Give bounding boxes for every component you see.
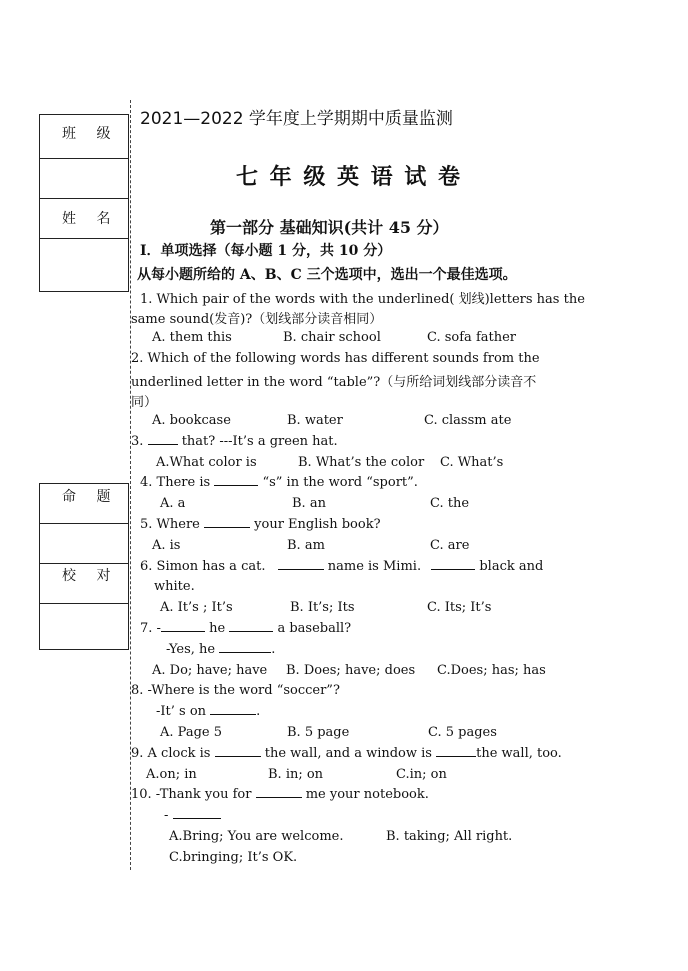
q7-reply-post: . bbox=[271, 642, 276, 657]
q5-blank bbox=[204, 517, 250, 528]
proof-value-cell bbox=[40, 604, 128, 649]
q7-stem bbox=[140, 621, 351, 636]
q7-mid: he bbox=[209, 621, 226, 636]
q7-option-a: A. Do; have; have bbox=[152, 663, 268, 678]
q7-post: a baseball? bbox=[277, 621, 352, 636]
side-table-bottom bbox=[39, 483, 129, 650]
q1-option-a: A. them this bbox=[152, 330, 232, 345]
q8-reply-pre: -It’ s on bbox=[156, 704, 207, 719]
name-value-cell bbox=[40, 239, 128, 291]
q1-line2: same sound(发音)?（划线部分读音相同） bbox=[131, 312, 383, 327]
q3-stem bbox=[131, 434, 338, 449]
author-value-cell bbox=[40, 524, 128, 564]
q8-option-a: A. Page 5 bbox=[160, 725, 222, 740]
q6-stem bbox=[140, 559, 543, 574]
section-instruction: 从每小题所给的 A、B、C 三个选项中，选出一个最佳选项。 bbox=[137, 267, 517, 283]
q4-option-a: A. a bbox=[160, 496, 186, 511]
q4-option-b: B. an bbox=[292, 496, 326, 511]
q10-option-b: B. taking; All right. bbox=[386, 829, 513, 844]
subject-title: 七 年 级 英 语 试 卷 bbox=[236, 164, 462, 190]
class-value-cell bbox=[40, 159, 128, 199]
q5-option-a: A. is bbox=[152, 538, 181, 553]
q8-option-c: C. 5 pages bbox=[428, 725, 497, 740]
class-label: 班 级 bbox=[40, 115, 128, 159]
q6-blank-2 bbox=[431, 559, 475, 570]
q10-option-c: C.bringing; It’s OK. bbox=[169, 850, 298, 865]
side-table-top bbox=[39, 114, 129, 292]
exam-title: 2021—2022 学年度上学期期中质量监测 bbox=[140, 109, 453, 129]
q4-pre: 4. There is bbox=[140, 475, 211, 490]
q2-option-b: B. water bbox=[287, 413, 343, 428]
q2-line1: 2. Which of the following words has different sounds from the bbox=[131, 351, 540, 366]
q9-mid: the wall, and a window is bbox=[264, 746, 432, 761]
q10-blank-1 bbox=[256, 787, 302, 798]
q5-post: your English book? bbox=[254, 517, 381, 532]
q6-option-a: A. It’s ; It’s bbox=[160, 600, 233, 615]
q3-option-a: A.What color is bbox=[156, 455, 257, 470]
q8-option-b: B. 5 page bbox=[287, 725, 350, 740]
q4-stem bbox=[140, 475, 418, 490]
q3-option-c: C. What’s bbox=[440, 455, 504, 470]
q6-line2: white. bbox=[154, 579, 195, 594]
q8-line1: 8. -Where is the word “soccer”? bbox=[131, 683, 340, 698]
q9-post: the wall, too. bbox=[476, 746, 562, 761]
q2-line3: 同） bbox=[131, 395, 158, 410]
q7-blank-1 bbox=[161, 621, 205, 632]
q8-reply-blank bbox=[210, 704, 256, 715]
q6-option-c: C. Its; It’s bbox=[427, 600, 492, 615]
q6-pre: 6. Simon has a cat. bbox=[140, 559, 266, 574]
q7-option-b: B. Does; have; does bbox=[286, 663, 416, 678]
q7-reply bbox=[166, 642, 275, 657]
q2-option-c: C. classm ate bbox=[424, 413, 512, 428]
q10-reply-blank bbox=[173, 808, 221, 819]
proof-label: 校 对 bbox=[40, 564, 128, 604]
q10-stem bbox=[131, 787, 429, 802]
q3-pre: 3. bbox=[131, 434, 144, 449]
q1-line1: 1. Which pair of the words with the underlined( 划线)letters has the bbox=[140, 292, 585, 307]
q2-option-a: A. bookcase bbox=[152, 413, 231, 428]
q5-stem bbox=[140, 517, 381, 532]
q3-blank bbox=[148, 434, 178, 445]
q5-option-b: B. am bbox=[287, 538, 325, 553]
q7-reply-pre: -Yes, he bbox=[166, 642, 216, 657]
q9-stem bbox=[131, 746, 562, 761]
q10-pre: 10. -Thank you for bbox=[131, 787, 252, 802]
q6-mid: name is Mimi. bbox=[327, 559, 422, 574]
part-title: 第一部分 基础知识(共计 45 分） bbox=[210, 218, 449, 237]
q3-post: that? ---It’s a green hat. bbox=[181, 434, 338, 449]
q9-pre: 9. A clock is bbox=[131, 746, 211, 761]
q5-option-c: C. are bbox=[430, 538, 470, 553]
q10-option-a: A.Bring; You are welcome. bbox=[169, 829, 344, 844]
q8-reply-post: . bbox=[256, 704, 261, 719]
q10-reply bbox=[164, 808, 221, 823]
q9-blank-1 bbox=[215, 746, 261, 757]
author-label: 命 题 bbox=[40, 484, 128, 524]
q6-post: black and bbox=[479, 559, 544, 574]
q9-option-a: A.on; in bbox=[146, 767, 197, 782]
section-title: I．单项选择（每小题 1 分，共 10 分） bbox=[140, 243, 392, 259]
q9-option-b: B. in; on bbox=[268, 767, 324, 782]
q4-option-c: C. the bbox=[430, 496, 470, 511]
q9-blank-2 bbox=[436, 746, 476, 757]
q1-option-c: C. sofa father bbox=[427, 330, 517, 345]
q5-pre: 5. Where bbox=[140, 517, 200, 532]
q3-option-b: B. What’s the color bbox=[298, 455, 425, 470]
q6-blank-1 bbox=[278, 559, 324, 570]
q1-option-b: B. chair school bbox=[283, 330, 381, 345]
q2-line2: underlined letter in the word “table”?（与所给词划线部分读音不 bbox=[131, 375, 537, 390]
q10-post: me your notebook. bbox=[305, 787, 429, 802]
q8-reply bbox=[156, 704, 260, 719]
q9-option-c: C.in; on bbox=[396, 767, 447, 782]
q7-blank-2 bbox=[229, 621, 273, 632]
q4-blank bbox=[214, 475, 258, 486]
q10-reply-pre: - bbox=[164, 808, 169, 823]
q4-post: “s” in the word “sport”. bbox=[262, 475, 418, 490]
q6-option-b: B. It’s; Its bbox=[290, 600, 355, 615]
q7-option-c: C.Does; has; has bbox=[437, 663, 546, 678]
name-label: 姓 名 bbox=[40, 199, 128, 239]
q7-pre: 7. - bbox=[140, 621, 161, 636]
q7-reply-blank bbox=[219, 642, 271, 653]
